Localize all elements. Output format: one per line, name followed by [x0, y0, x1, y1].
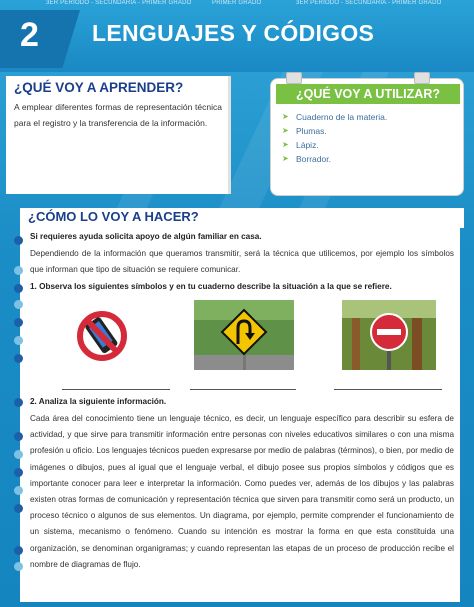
- list-item-label: Plumas.: [296, 126, 327, 136]
- no-entry-sign-image: [342, 300, 436, 370]
- arrow-bullet-icon: ➤: [282, 154, 289, 163]
- intro-text: Dependiendo de la información que queramos transmitir, será la técnica que utilicemos, por ejemplo los símbolos que informan que tipo de situación se requiere comunicar.: [30, 249, 454, 274]
- header-banner: [0, 0, 474, 72]
- answer-line[interactable]: [334, 389, 442, 390]
- binder-dot: [14, 450, 23, 459]
- learn-box-edge: [228, 76, 231, 194]
- answer-line[interactable]: [62, 389, 170, 390]
- arrow-bullet-icon: ➤: [282, 112, 289, 121]
- list-item: [282, 152, 387, 166]
- top-strip: [0, 0, 474, 8]
- binder-dot: [14, 468, 23, 477]
- binder-dot: [14, 562, 23, 571]
- list-item: [282, 138, 387, 152]
- help-note: Si requieres ayuda solicita apoyo de algún familiar en casa.: [30, 232, 262, 241]
- binder-dot: [14, 546, 23, 555]
- binder-dot: [14, 284, 23, 293]
- u-turn-sign-icon: [194, 300, 294, 370]
- clip-icon: [414, 72, 430, 84]
- unit-number: 2: [20, 16, 39, 54]
- no-phone-sign-icon: [62, 300, 142, 370]
- list-item: [282, 110, 387, 124]
- no-phone-sign-image: [62, 300, 142, 370]
- answer-line[interactable]: [190, 389, 296, 390]
- clip-icon: [286, 72, 302, 84]
- list-item-label: Borrador.: [296, 154, 331, 164]
- how-title: ¿CÓMO LO VOY A HACER?: [28, 209, 199, 224]
- materials-title: ¿QUÉ VOY A UTILIZAR?: [276, 84, 460, 104]
- unit-number-box: [0, 10, 80, 68]
- page-title: LENGUAJES Y CÓDIGOS: [92, 20, 375, 46]
- binder-dot: [14, 336, 23, 345]
- binder-dot: [14, 398, 23, 407]
- binder-dot: [14, 432, 23, 441]
- binder-dot: [14, 486, 23, 495]
- no-entry-sign-icon: [342, 300, 436, 370]
- list-item: [282, 124, 387, 138]
- step-1-instruction: 1. Observa los siguientes símbolos y en tu cuaderno describe la situación a la que se refiere.: [30, 282, 392, 291]
- binder-dot: [14, 266, 23, 275]
- binder-dot: [14, 236, 23, 245]
- top-strip-text: 3ER PERIODO - SECUNDARIA - PRIMER GRADO: [296, 0, 442, 6]
- binder-dot: [14, 300, 23, 309]
- list-item-label: Lápiz.: [296, 140, 319, 150]
- top-strip-text: PRIMER GRADO: [212, 0, 262, 6]
- analysis-paragraph: Cada área del conocimiento tiene un lenguaje técnico, es decir, un lenguaje específico para describir su esfera de actividad, y que sirve para transmitir información entre personas con niveles educativos similares o con una misma profesión u oficio. Los lenguajes técnicos pueden expresarse por medio de palabras (términos), o bien, por medio de imágenes o dibujos, pues al igual que el lenguaje verbal, el dibujo posee sus propios símbolos y códigos que es importante conocer para leer e interpretar la información. Como puedes ver, además de los dibujos y las palabras existen otras formas de comunicación y representación técnica que sirven para transmitir como será un producto, un proceso técnico o algunos de sus elementos. Un diagrama, por ejemplo, permite comprender el funcionamiento de un sistema, mecanismo o fenómeno. Cuando su intención es mostrar la forma en que esta constituida una organización, se denominan organigramas; y cuando representan las etapas de un proceso de producción recibe el nombre de diagramas de flujo.: [30, 414, 454, 569]
- step-2-instruction: 2. Analiza la siguiente información.: [30, 397, 167, 406]
- learn-text: A emplear diferentes formas de representación técnica para el registro y la transferencia de la información.: [14, 102, 222, 128]
- arrow-bullet-icon: ➤: [282, 140, 289, 149]
- binder-dot: [14, 354, 23, 363]
- binder-dot: [14, 318, 23, 327]
- arrow-bullet-icon: ➤: [282, 126, 289, 135]
- u-turn-sign-image: [194, 300, 294, 370]
- materials-list: [282, 110, 387, 166]
- binder-dot: [14, 504, 23, 513]
- learn-title: ¿QUÉ VOY A APRENDER?: [14, 80, 184, 95]
- list-item-label: Cuaderno de la materia.: [296, 112, 388, 122]
- top-strip-text: 3ER PERIODO - SECUNDARIA - PRIMER GRADO: [46, 0, 192, 6]
